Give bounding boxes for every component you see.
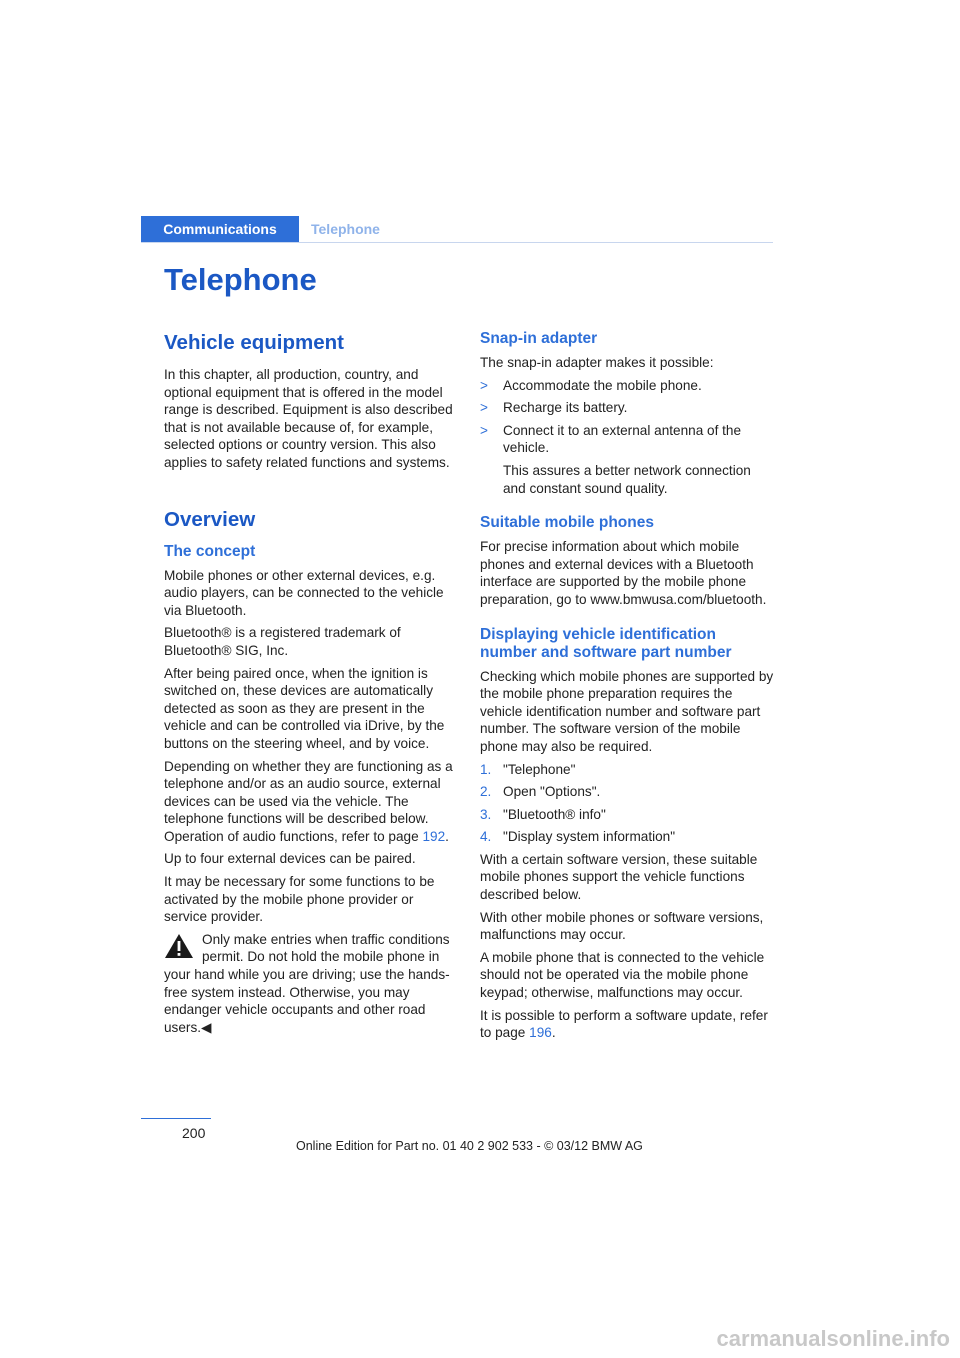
right-column — [480, 330, 774, 1047]
vehicle-equipment-text: In this chapter, all production, country, and optional equipment that is offered in the model range is described. Equipment is also described that is not available because of, for example, selected options or country version. This also applies to safety related functions and systems. — [164, 367, 453, 470]
bullet-mark: > — [480, 400, 488, 416]
end-mark: ◀ — [201, 1019, 212, 1035]
list-item — [480, 806, 774, 824]
displaying-heading: Displaying vehicle identification number and software part number — [480, 625, 732, 661]
displaying-p3: A mobile phone that is connected to the vehicle should not be operated via the mobile phone keypad; otherwise, malfunctions may occur. — [480, 949, 765, 1001]
displaying-intro: Checking which mobile phones are supported by the mobile phone preparation requires the vehicle identification number and software part number. The software version of the mobile phone may also be required. — [480, 668, 774, 754]
bullet-text: Recharge its battery. — [503, 400, 628, 416]
concept-p4-text: Depending on whether they are functioning as a telephone and/or as an audio source, external devices can be used via the vehicle. The telephone functions will be described below. Operation of audio functions, refer to page — [164, 758, 453, 844]
list-item — [480, 828, 774, 846]
overview-heading: Overview — [164, 507, 256, 531]
concept-p4-end: . — [445, 828, 449, 844]
step-text: Open "Options". — [503, 784, 601, 800]
step-number: 1. — [480, 761, 492, 777]
list-item — [480, 783, 774, 801]
warning-box — [164, 931, 458, 1037]
displaying-p4-text: It is possible to perform a software update, refer to page — [480, 1007, 768, 1041]
vehicle-equipment-heading: Vehicle equipment — [164, 331, 344, 354]
bullet-text: Connect it to an external antenna of the vehicle. — [503, 422, 742, 456]
displaying-p4-end: . — [551, 1025, 556, 1041]
suitable-heading: Suitable mobile phones — [480, 514, 654, 532]
footer-divider — [141, 1118, 211, 1119]
concept-p2: Bluetooth® is a registered trademark of Bluetooth® SIG, Inc. — [164, 625, 401, 658]
list-item — [480, 377, 774, 395]
step-text: "Bluetooth® info" — [503, 806, 606, 822]
snapin-intro: The snap-in adapter makes it possible: — [480, 355, 714, 370]
concept-p3: After being paired once, when the ignition is switched on, these devices are automatically detected as soon as they are present in the vehicle and can be controlled via iDrive, by the buttons on the steering wheel, and by voice. — [164, 665, 445, 751]
list-item — [480, 399, 774, 417]
page-number: 200 — [182, 1125, 206, 1141]
bullet-mark: > — [480, 422, 488, 438]
step-text: "Display system information" — [503, 829, 676, 845]
displaying-p4 — [480, 1007, 774, 1042]
concept-p6: It may be necessary for some functions to be activated by the mobile phone provider or service provider. — [164, 874, 435, 925]
warning-triangle-icon — [164, 933, 194, 959]
watermark: carmanualsonline.info — [716, 1326, 950, 1351]
concept-p1: Mobile phones or other external devices, e.g. audio players, can be connected to the vehicle via Bluetooth. — [164, 567, 444, 618]
header-bar — [141, 216, 773, 243]
bullet-text: Accommodate the mobile phone. — [503, 377, 702, 393]
step-number: 4. — [480, 829, 492, 845]
section-tab: Communications — [141, 216, 299, 242]
edition-footer: Online Edition for Part no. 01 40 2 902 533 - © 03/12 BMW AG — [296, 1139, 643, 1153]
suitable-text: For precise information about which mobile phones and external devices with a Bluetooth interface are supported by the mobile phone preparation, go to www.bmwusa.com/bluetooth. — [480, 539, 767, 607]
snapin-heading: Snap-in adapter — [480, 330, 598, 347]
snapin-sub: This assures a better network connection and constant sound quality. — [503, 462, 751, 496]
list-item — [480, 761, 774, 779]
step-number: 2. — [480, 784, 492, 800]
page-link-196[interactable]: 196 — [529, 1025, 552, 1041]
subsection-label: Telephone — [311, 221, 380, 237]
step-number: 3. — [480, 806, 492, 822]
displaying-p2: With other mobile phones or software versions, malfunctions may occur. — [480, 909, 764, 943]
step-text: "Telephone" — [503, 761, 576, 777]
concept-p4 — [164, 758, 458, 846]
page-title: Telephone — [164, 262, 317, 297]
displaying-p1: With a certain software version, these suitable mobile phones support the vehicle functions described below. — [480, 851, 758, 903]
concept-heading: The concept — [164, 542, 256, 560]
page-link-192[interactable]: 192 — [422, 828, 446, 844]
warning-text: Only make entries when traffic conditions permit. Do not hold the mobile phone in your hand while you are driving; use the hands-free system instead. Otherwise, you may endanger vehicle occupants and other road users. — [164, 931, 450, 1035]
concept-p5: Up to four external devices can be paired. — [164, 851, 416, 867]
bullet-mark: > — [480, 377, 488, 393]
list-item — [480, 422, 774, 457]
left-column — [164, 330, 458, 1041]
